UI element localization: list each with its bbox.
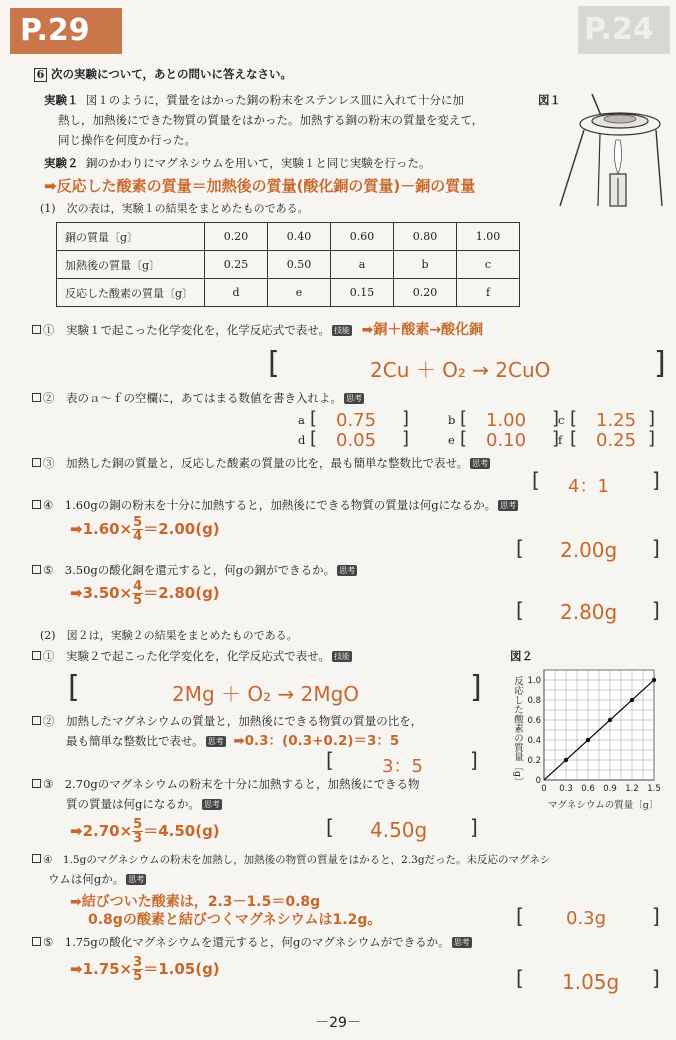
answer-value-c: 1.25: [596, 410, 637, 431]
table-cell: 0.80: [394, 223, 457, 251]
question-1-1-hint: ➡銅＋酸素→酸化銅: [361, 322, 484, 338]
table-row-header: 加熱後の質量〔g〕: [57, 251, 205, 279]
checkbox[interactable]: [32, 651, 41, 660]
figure-1-label: 図１: [538, 93, 561, 107]
page-number: －29－: [315, 1015, 361, 1031]
table-cell: 0.25: [205, 251, 268, 279]
question-2-2-text-1: ② 加熱したマグネシウムの質量と，加熱後にできる物質の質量の比を，: [43, 714, 423, 728]
table-cell: b: [394, 251, 457, 279]
question-1-3: [32, 455, 490, 472]
experiment-1-label: 実験１: [44, 93, 79, 107]
chart-y-tick-label: 1.0: [527, 676, 541, 686]
answer-value-e: 0.10: [486, 430, 527, 451]
checkbox[interactable]: [32, 393, 41, 402]
question-2-4-hint-2: 0.8gの酸素と結びつくマグネシウムは1.2g。: [88, 912, 382, 928]
fraction-numerator: 5: [133, 817, 143, 832]
figure-1-apparatus-illustration: [540, 88, 668, 208]
chart-x-tick-label: 0: [541, 784, 547, 794]
calc-result: ＝2.00(g): [143, 520, 220, 538]
experiment-2-text: 銅のかわりにマグネシウムを用いて，実験１と同じ実験を行った。: [85, 156, 431, 170]
chart-x-tick-label: 0.3: [559, 784, 573, 794]
experiment-1-line-3: 同じ操作を何度か行った。: [58, 133, 196, 147]
answer-letter-d: d: [298, 433, 306, 447]
fraction-denominator: 3: [133, 831, 143, 846]
question-2-3-text-1: ③ 2.70gのマグネシウムの粉末を十分に加熱すると，加熱後にできる物: [43, 777, 420, 791]
question-2-4-text-2: ウムは何gか。: [48, 872, 125, 886]
table-row-header: 銅の質量〔g〕: [57, 223, 205, 251]
calc-prefix: ➡2.70×: [70, 822, 133, 840]
question-1-5: [32, 562, 357, 579]
checkbox[interactable]: [32, 500, 41, 509]
checkbox[interactable]: [32, 937, 41, 946]
answer-bracket-left: [: [516, 966, 524, 990]
question-2-2-hint: ➡0.3：(0.3+0.2)＝3：5: [233, 733, 400, 749]
question-2-2: [32, 713, 422, 730]
fraction-denominator: 5: [133, 969, 143, 984]
question-2-3-text-2: 質の質量は何gになるか。: [66, 797, 200, 811]
checkbox[interactable]: [32, 325, 41, 334]
checkbox[interactable]: [32, 779, 41, 788]
intro-text: 次の実験について，あとの問いに答えなさい。: [51, 67, 293, 81]
answer-bracket-right: ]: [652, 966, 660, 990]
results-table: [56, 222, 520, 307]
answer-bracket-left: [: [516, 904, 524, 928]
chart-y-axis-label: 反応した酸素の質量〔g〕: [512, 676, 523, 787]
table-cell: 0.20: [205, 223, 268, 251]
answer-bracket-left: [: [460, 408, 468, 429]
fraction-denominator: 5: [133, 593, 143, 608]
question-1-2: [32, 390, 364, 407]
chart-data-point: [586, 738, 590, 742]
experiment-1-text-1: 図１のように，質量をはかった銅の粉末をステンレス皿に入れて十分に加: [85, 93, 464, 107]
calc-prefix: ➡1.60×: [70, 520, 133, 538]
thinking-tag: 思考: [203, 800, 220, 809]
table-cell: e: [268, 279, 331, 307]
question-2-4-line-2: [48, 871, 146, 888]
answer-letter-c: c: [558, 413, 565, 427]
chart-x-tick-label: 1.2: [625, 784, 639, 794]
question-2-3-answer: 4.50g: [370, 818, 428, 842]
table-row: [57, 279, 520, 307]
question-2-5-text: ⑤ 1.75gの酸化マグネシウムを還元すると，何gのマグネシウムができるか。: [43, 935, 450, 949]
experiment-2-label: 実験２: [44, 156, 79, 170]
chart-x-tick-label: 0.9: [603, 784, 617, 794]
answer-value-d: 0.05: [336, 430, 377, 451]
question-1-1-text: ① 実験１で起こった化学変化を，化学反応式で表せ。: [43, 323, 330, 337]
table-cell: 0.20: [394, 279, 457, 307]
question-2-4: [32, 852, 550, 869]
table-row: [57, 251, 520, 279]
answer-bracket-right: ]: [648, 408, 656, 429]
calc-prefix: ➡3.50×: [70, 584, 133, 602]
answer-bracket-left: [: [68, 670, 80, 705]
answer-bracket-right: ]: [402, 428, 410, 449]
answer-bracket-right: ]: [652, 536, 660, 560]
question-1-2-text: ② 表のａ～ｆの空欄に，あてはまる数値を書き入れよ。: [43, 391, 342, 405]
fraction-denominator: 4: [133, 529, 143, 544]
fraction: [132, 956, 143, 983]
answer-bracket-left: [: [326, 748, 334, 772]
question-2-2-line-2: [66, 733, 399, 750]
checkbox[interactable]: [32, 854, 41, 863]
question-1-1-answer: 2Cu ＋ O₂ → 2CuO: [370, 358, 551, 382]
calc-prefix: ➡1.75×: [70, 960, 133, 978]
question-2-1: [32, 648, 352, 665]
question-2-4-text-1: ④ 1.5gのマグネシウムの粉末を加熱し，加熱後の物質の質量をはかると，2.3gだった。未反応のマグネシ: [43, 854, 551, 866]
fraction-numerator: 5: [133, 515, 143, 530]
answer-bracket-right: ]: [652, 468, 660, 492]
question-1-1: [32, 322, 483, 339]
answer-bracket-right: ]: [402, 408, 410, 429]
answer-bracket-left: [: [516, 598, 524, 622]
table-cell: 0.40: [268, 223, 331, 251]
oxygen-mass-hint: ➡反応した酸素の質量＝加熱後の質量(酸化銅の質量)－銅の質量: [44, 177, 476, 195]
chart-data-point: [608, 718, 612, 722]
experiment-2: [44, 155, 430, 172]
answer-letter-a: a: [298, 413, 305, 427]
answer-bracket-left: [: [310, 428, 318, 449]
question-1-5-calculation: [70, 580, 220, 607]
question-1-3-text: ③ 加熱した銅の質量と，反応した酸素の質量の比を，最も簡単な整数比で表せ。: [43, 456, 469, 470]
calc-result: ＝1.05(g): [143, 960, 220, 978]
chart-x-tick-label: 1.5: [647, 784, 661, 794]
skill-tag: 技能: [333, 326, 350, 335]
question-2-3: [32, 776, 420, 793]
chart-y-tick-label: 0.4: [527, 736, 541, 746]
question-2-3-line-2: [66, 796, 222, 813]
problem-intro: [34, 66, 292, 83]
question-2-4-hint-1: ➡結びついた酸素は，2.3－1.5＝0.8g: [70, 894, 321, 910]
answer-bracket-right: ]: [654, 346, 666, 381]
table-row: [57, 223, 520, 251]
answer-bracket-right: ]: [470, 815, 478, 839]
experiment-1-line-2: 熱し，加熱後にできた物質の質量をはかった。加熱する銅の粉末の質量を変えて，: [58, 113, 484, 127]
thinking-tag: 思考: [453, 938, 470, 947]
thinking-tag: 思考: [346, 394, 362, 403]
figure-2-label: 図２: [510, 649, 533, 663]
table-cell: f: [457, 279, 520, 307]
thinking-tag: 思考: [207, 737, 224, 746]
checkbox[interactable]: [32, 716, 41, 725]
fraction: [132, 818, 143, 845]
problem-number: 6: [34, 68, 47, 82]
chart-y-tick-label: 0: [535, 776, 541, 786]
answer-letter-f: f: [558, 433, 563, 447]
answer-bracket-right: ]: [552, 428, 560, 449]
answer-value-f: 0.25: [596, 430, 637, 451]
answer-bracket-right: ]: [648, 428, 656, 449]
bleed-through-page-label: P.24: [578, 6, 670, 54]
question-2-5: [32, 934, 472, 951]
answer-bracket-left: [: [570, 408, 578, 429]
skill-tag: 技能: [333, 652, 350, 661]
question-2-2-answer: 3：5: [382, 756, 423, 777]
question-1-intro: (1) 次の表は，実験１の結果をまとめたものである。: [40, 202, 309, 215]
table-cell: 0.50: [268, 251, 331, 279]
answer-bracket-left: [: [310, 408, 318, 429]
experiment-1-line-1: [44, 92, 464, 109]
answer-bracket-right: ]: [652, 598, 660, 622]
answer-value-a: 0.75: [336, 410, 377, 431]
question-2-5-calculation: [70, 956, 220, 983]
answer-bracket-right: ]: [470, 748, 478, 772]
question-2-3-calculation: [70, 818, 220, 845]
answer-bracket-left: [: [516, 536, 524, 560]
fraction: [132, 516, 143, 543]
question-1-4: [32, 497, 518, 514]
table-cell: c: [457, 251, 520, 279]
question-2-1-text: ① 実験２で起こった化学変化を，化学反応式で表せ。: [43, 649, 330, 663]
answer-bracket-left: [: [460, 428, 468, 449]
answer-letter-b: b: [448, 413, 456, 427]
question-2-intro: (2) 図２は，実験２の結果をまとめたものである。: [40, 629, 298, 642]
question-1-4-text: ④ 1.60gの銅の粉末を十分に加熱すると，加熱後にできる物質の質量は何gになるか。: [43, 498, 497, 512]
answer-bracket-right: ]: [470, 670, 482, 705]
chart-data-point: [652, 678, 656, 682]
table-cell: 1.00: [457, 223, 520, 251]
answer-value-b: 1.00: [486, 410, 527, 431]
calc-result: ＝2.80(g): [143, 584, 220, 602]
answer-bracket-left: [: [532, 468, 540, 492]
fraction-numerator: 3: [133, 955, 143, 970]
thinking-tag: 思考: [500, 501, 517, 510]
thinking-tag: 思考: [339, 566, 356, 575]
table-cell: 0.60: [331, 223, 394, 251]
figure-2-chart: [506, 662, 670, 812]
thinking-tag: 思考: [128, 875, 145, 884]
checkbox[interactable]: [32, 565, 41, 574]
question-1-5-text: ⑤ 3.50gの酸化銅を還元すると，何gの銅ができるか。: [43, 563, 336, 577]
answer-bracket-left: [: [570, 428, 578, 449]
question-1-5-answer: 2.80g: [560, 600, 618, 624]
chart-y-tick-label: 0.8: [527, 696, 541, 706]
answer-bracket-right: ]: [552, 408, 560, 429]
chart-y-tick-label: 0.6: [527, 716, 541, 726]
chart-x-axis-label: マグネシウムの質量〔g〕: [548, 800, 659, 811]
thinking-tag: 思考: [472, 459, 489, 468]
table-row-header: 反応した酸素の質量〔g〕: [57, 279, 205, 307]
fraction-numerator: 4: [133, 579, 143, 594]
calc-result: ＝4.50(g): [143, 822, 220, 840]
question-1-3-answer: 4：1: [568, 476, 609, 497]
chart-x-tick-label: 0.6: [581, 784, 595, 794]
fraction: [132, 580, 143, 607]
answer-bracket-right: ]: [652, 904, 660, 928]
chart-data-point: [564, 758, 568, 762]
checkbox[interactable]: [32, 458, 41, 467]
answer-bracket-left: [: [268, 346, 280, 381]
question-1-4-answer: 2.00g: [560, 538, 618, 562]
question-2-1-answer: 2Mg ＋ O₂ → 2MgO: [172, 682, 360, 706]
chart-y-tick-label: 0.2: [527, 756, 541, 766]
answer-bracket-left: [: [326, 815, 334, 839]
page-label: P.29: [10, 8, 122, 54]
question-2-2-text-2: 最も簡単な整数比で表せ。: [66, 734, 204, 748]
table-cell: 0.15: [331, 279, 394, 307]
table-cell: a: [331, 251, 394, 279]
table-cell: d: [205, 279, 268, 307]
question-2-4-answer: 0.3g: [566, 908, 607, 929]
question-1-4-calculation: [70, 516, 220, 543]
answer-letter-e: e: [448, 433, 455, 447]
question-2-5-answer: 1.05g: [562, 970, 620, 994]
chart-data-point: [630, 698, 634, 702]
